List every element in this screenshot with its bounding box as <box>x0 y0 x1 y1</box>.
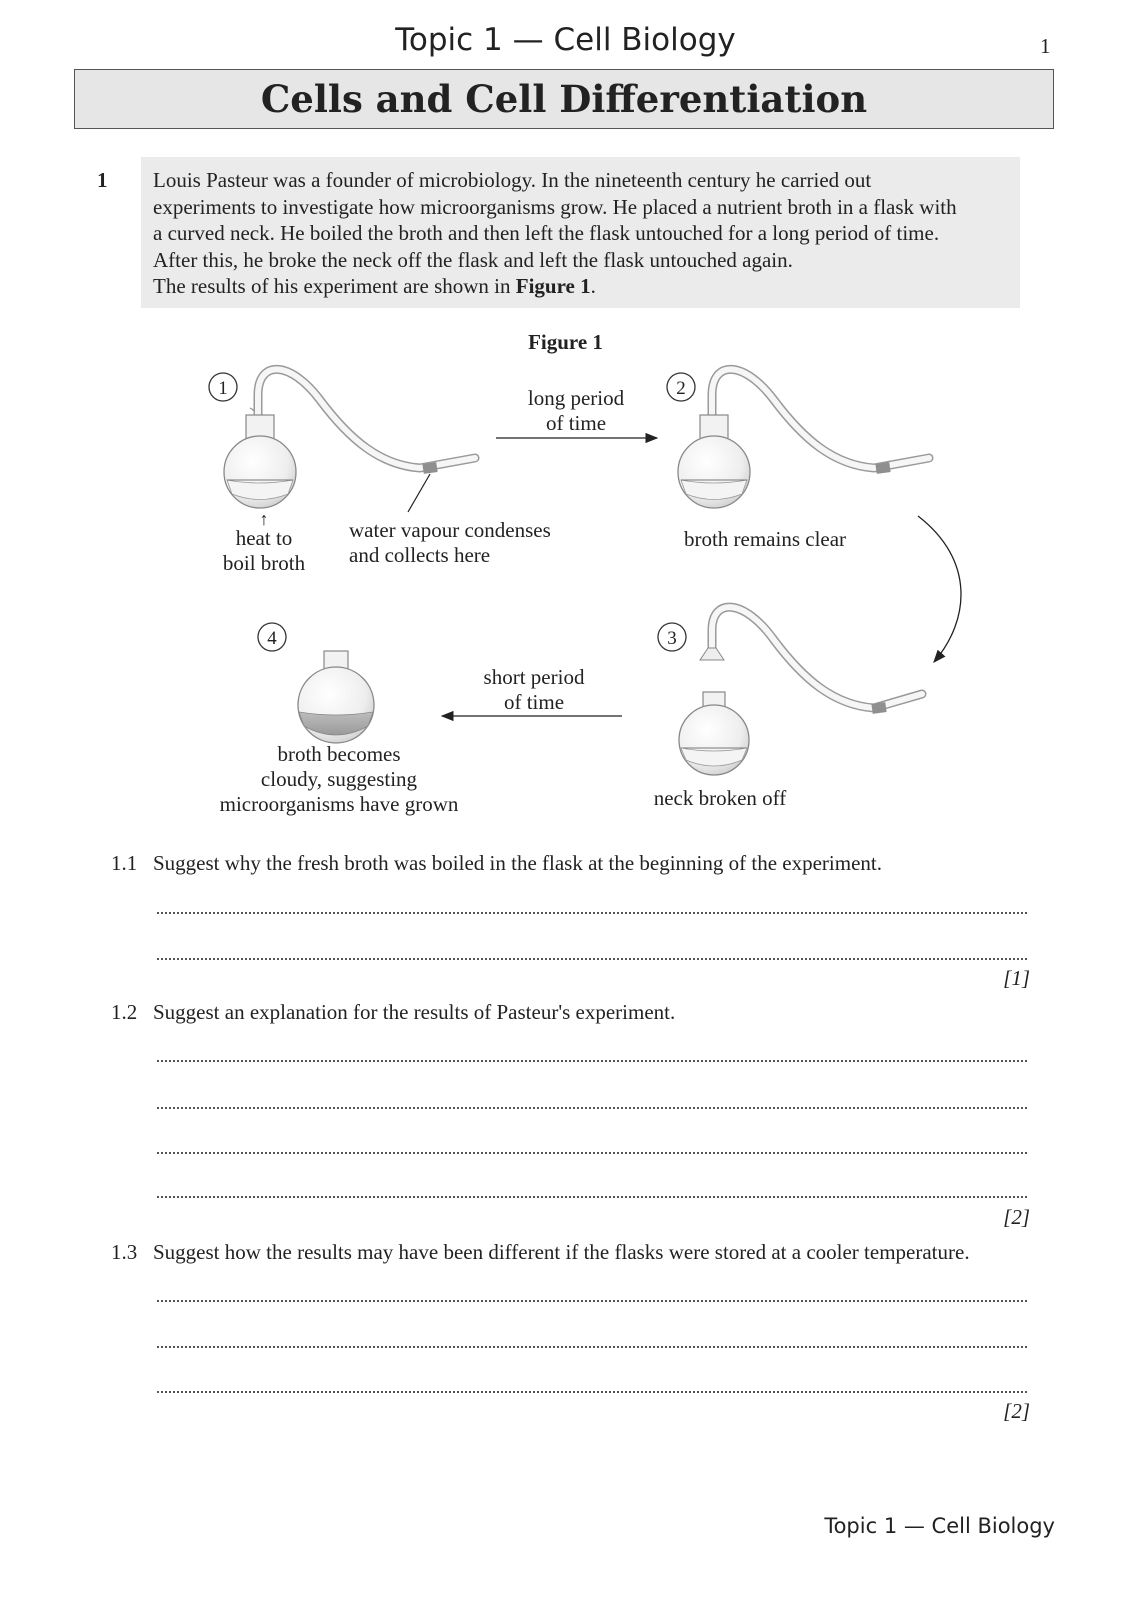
intro-line: experiments to investigate how microorganisms grow. He placed a nutrient broth in a flask with <box>153 194 957 219</box>
flask-3 <box>679 607 922 775</box>
svg-text:2: 2 <box>676 378 686 399</box>
answer-line[interactable] <box>157 1391 1027 1393</box>
up-arrow-icon: ↑ <box>259 509 269 529</box>
subquestion-number: 1.1 <box>111 851 138 875</box>
cloudy-label-line: microorganisms have grown <box>219 792 459 816</box>
svg-text:3: 3 <box>667 628 677 649</box>
answer-line[interactable] <box>157 1152 1027 1154</box>
subquestion-number: 1.2 <box>111 1000 138 1024</box>
answer-line[interactable] <box>157 1107 1027 1109</box>
arrow-curved <box>918 516 961 662</box>
clear-label: broth remains clear <box>683 527 847 551</box>
heat-label <box>214 509 314 576</box>
svg-text:1: 1 <box>218 378 228 399</box>
answer-line[interactable] <box>157 1300 1027 1302</box>
neck-label: neck broken off <box>653 786 787 810</box>
stage-number-1 <box>209 373 237 401</box>
flask-1 <box>224 369 475 508</box>
intro-line: After this, he broke the neck off the flask and left the flask untouched again. <box>153 247 793 272</box>
cloudy-label-line: broth becomes <box>277 742 401 766</box>
intro-line: a curved neck. He boiled the broth and then left the flask untouched for a long period of time. <box>153 221 940 246</box>
intro-line: Louis Pasteur was a founder of microbiology. In the nineteenth century he carried out <box>153 168 872 192</box>
page-number: 1 <box>1040 34 1051 58</box>
figure-title: Figure 1 <box>528 330 603 354</box>
header-topic: Topic 1 — Cell Biology <box>395 22 736 58</box>
heat-label-line: boil broth <box>222 551 306 575</box>
stage-number-2 <box>667 373 695 401</box>
cloudy-label-line: cloudy, suggesting <box>260 767 418 791</box>
long-period-line: of time <box>545 411 607 435</box>
flask-2 <box>678 369 929 508</box>
answer-line[interactable] <box>157 958 1027 960</box>
stage-number-4 <box>258 623 286 651</box>
short-period-line: of time <box>503 690 565 714</box>
vapour-label-line: water vapour condenses <box>349 518 551 542</box>
vapour-label-line: and collects here <box>349 543 491 567</box>
short-period-line: short period <box>483 665 585 689</box>
answer-line[interactable] <box>157 1060 1027 1062</box>
answer-line[interactable] <box>157 912 1027 914</box>
intro-figure-ref: Figure 1 <box>515 274 591 299</box>
answer-line[interactable] <box>157 1346 1027 1348</box>
marks-label: [2] <box>1003 1205 1030 1229</box>
marks-label: [1] <box>1003 966 1030 990</box>
intro-last-prefix: The results of his experiment are shown in <box>153 274 516 299</box>
long-period-label <box>500 386 652 436</box>
section-title: Cells and Cell Differentiation <box>260 77 868 121</box>
subquestion-text: Suggest an explanation for the results of Pasteur's experiment. <box>153 1000 676 1024</box>
intro-last-suffix: . <box>590 274 596 299</box>
question-number: 1 <box>97 168 108 192</box>
short-period-label <box>458 665 610 715</box>
vapour-label <box>349 518 551 568</box>
vapour-pointer <box>408 474 430 512</box>
subquestion-text: Suggest why the fresh broth was boiled in the flask at the beginning of the experiment. <box>153 851 883 875</box>
stage-number-3 <box>658 623 686 651</box>
subquestion-text: Suggest how the results may have been different if the flasks were stored at a cooler temperature. <box>153 1240 970 1264</box>
marks-label: [2] <box>1003 1399 1030 1423</box>
heat-label-line: heat to <box>235 526 293 550</box>
footer-topic: Topic 1 — Cell Biology <box>824 1514 1055 1538</box>
answer-line[interactable] <box>157 1196 1027 1198</box>
svg-text:4: 4 <box>267 628 277 649</box>
long-period-line: long period <box>527 386 625 410</box>
flask-4 <box>298 651 374 743</box>
subquestion-number: 1.3 <box>111 1240 138 1264</box>
cloudy-label <box>200 742 478 817</box>
